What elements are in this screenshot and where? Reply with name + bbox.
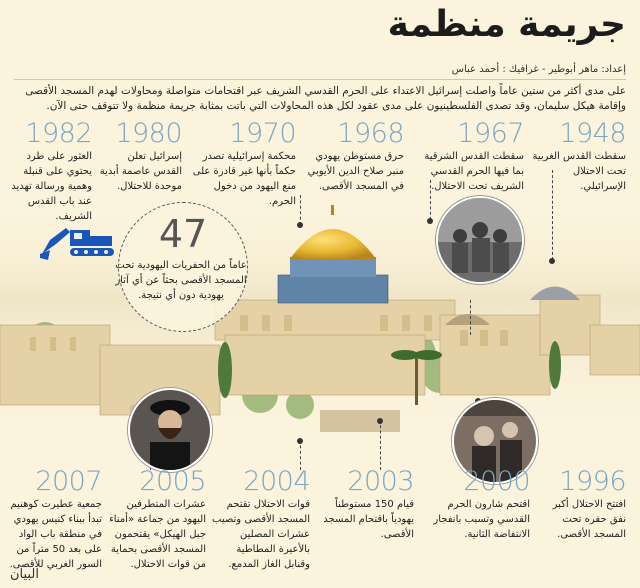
- event-2003: [316, 466, 414, 542]
- intro-paragraph: على مدى أكثر من ستين عاماً واصلت إسرائيل الاعتداء على الحرم القدسي الشريف عبر اقتحامات متواصلة ومحاولات لهدم المسجد الأقصى وإقامة هيكل سليمان، وقد تصدى الفلسطينيون على مدى عقود لكل هذه المحاولات التي باتت بمثابة جريمة منظمة ولا تتوقف حتى الآن.: [25, 85, 626, 112]
- event-year: 1980: [115, 118, 182, 149]
- event-1968: [304, 118, 404, 194]
- event-1948: [530, 118, 626, 194]
- event-year: 1968: [337, 118, 404, 149]
- event-text: قيام 150 مستوطناً يهودياً باقتحام المسجد الأقصى.: [323, 499, 414, 540]
- event-text: قوات الاحتلال تقتحم المسجد الأقصى وتصيب عشرات المصلين بالأعيرة المطاطية وقنابل الغاز المدمع.: [212, 499, 310, 570]
- timeline-dot: [297, 438, 303, 444]
- event-year: 1948: [559, 118, 626, 149]
- connector-line: [430, 180, 431, 220]
- connector-line: [552, 170, 553, 260]
- connector-line: [300, 195, 301, 225]
- event-year: 1996: [559, 466, 626, 497]
- credit-line: إعداد: ماهر أبوطير - غرافيك : أحمد عباس: [451, 64, 626, 75]
- event-1996: [540, 466, 626, 542]
- event-text: سقطت القدس الشرقية بما فيها الحرم القدسي الشريف تحت الاحتلال.: [424, 151, 524, 192]
- event-2007: [6, 466, 102, 572]
- timeline-dot: [377, 418, 383, 424]
- settlers-photo-icon: [130, 390, 210, 470]
- event-year: 2004: [243, 466, 310, 497]
- photo-1967: [436, 196, 524, 284]
- event-text: جمعية عطيرت كوهنيم تبدأ ببناء كنيس يهودي في منطقة باب الواد على بعد 50 متراً من السور الغربي للأقصى.: [9, 499, 102, 570]
- excavator-icon: [40, 220, 118, 260]
- event-text: عشرات المتطرفين اليهود من جماعة «أمناء جبل الهيكل» يقتحمون المسجد الأقصى بحماية من قوات الاحتلال.: [109, 499, 206, 570]
- soldiers-photo-icon: [438, 198, 522, 282]
- event-year: 1967: [457, 118, 524, 149]
- event-year: 2003: [347, 466, 414, 497]
- timeline-dot: [427, 218, 433, 224]
- event-text: العثور على طرد يحتوي على قنبلة وهمية ورسالة تهديد عند باب القدس الشريف.: [11, 151, 92, 222]
- event-text: حرق مستوطن يهودي منبر صلاح الدين الأيوبي في المسجد الأقصى.: [307, 151, 404, 192]
- event-text: سقطت القدس الغربية تحت الاحتلال الإسرائيلي.: [532, 151, 626, 192]
- event-1967: [416, 118, 524, 194]
- page-title: جريمة منظمة: [387, 4, 626, 45]
- timeline-dot: [297, 222, 303, 228]
- event-year: 2000: [463, 466, 530, 497]
- photo-2005: [128, 388, 212, 472]
- publisher-logo: البيان: [10, 567, 39, 582]
- event-1980: [96, 118, 182, 194]
- event-year: 1970: [229, 118, 296, 149]
- event-year: 2005: [139, 466, 206, 497]
- connector-line: [380, 420, 381, 470]
- excavation-years: 47: [158, 212, 208, 256]
- connector-line: [470, 300, 471, 335]
- event-text: اقتحم شارون الحرم القدسي وتسبب بانفجار الانتفاضة الثانية.: [433, 499, 530, 540]
- event-1970: [192, 118, 296, 209]
- timeline-dot: [549, 258, 555, 264]
- event-2004: [212, 466, 310, 572]
- excavation-text: عاماً من الحفريات اليهودية تحت المسجد الأقصى بحثاً عن أي آثار يهودية دون أي نتيجة.: [115, 260, 247, 301]
- divider: [14, 79, 626, 80]
- event-text: إسرائيل تعلن القدس عاصمة أبدية موحدة للاحتلال.: [99, 151, 182, 192]
- event-2000: [424, 466, 530, 542]
- event-year: 2007: [35, 466, 102, 497]
- event-2005: [108, 466, 206, 572]
- event-year: 1982: [25, 118, 92, 149]
- event-text: محكمة إسرائيلية تصدر حكماً بأنها غير قادرة على منع اليهود من دخول الحرم.: [192, 151, 296, 207]
- event-text: افتتح الاحتلال أكبر نفق حفره تحت المسجد الأقصى.: [552, 499, 626, 540]
- event-1982: [6, 118, 92, 224]
